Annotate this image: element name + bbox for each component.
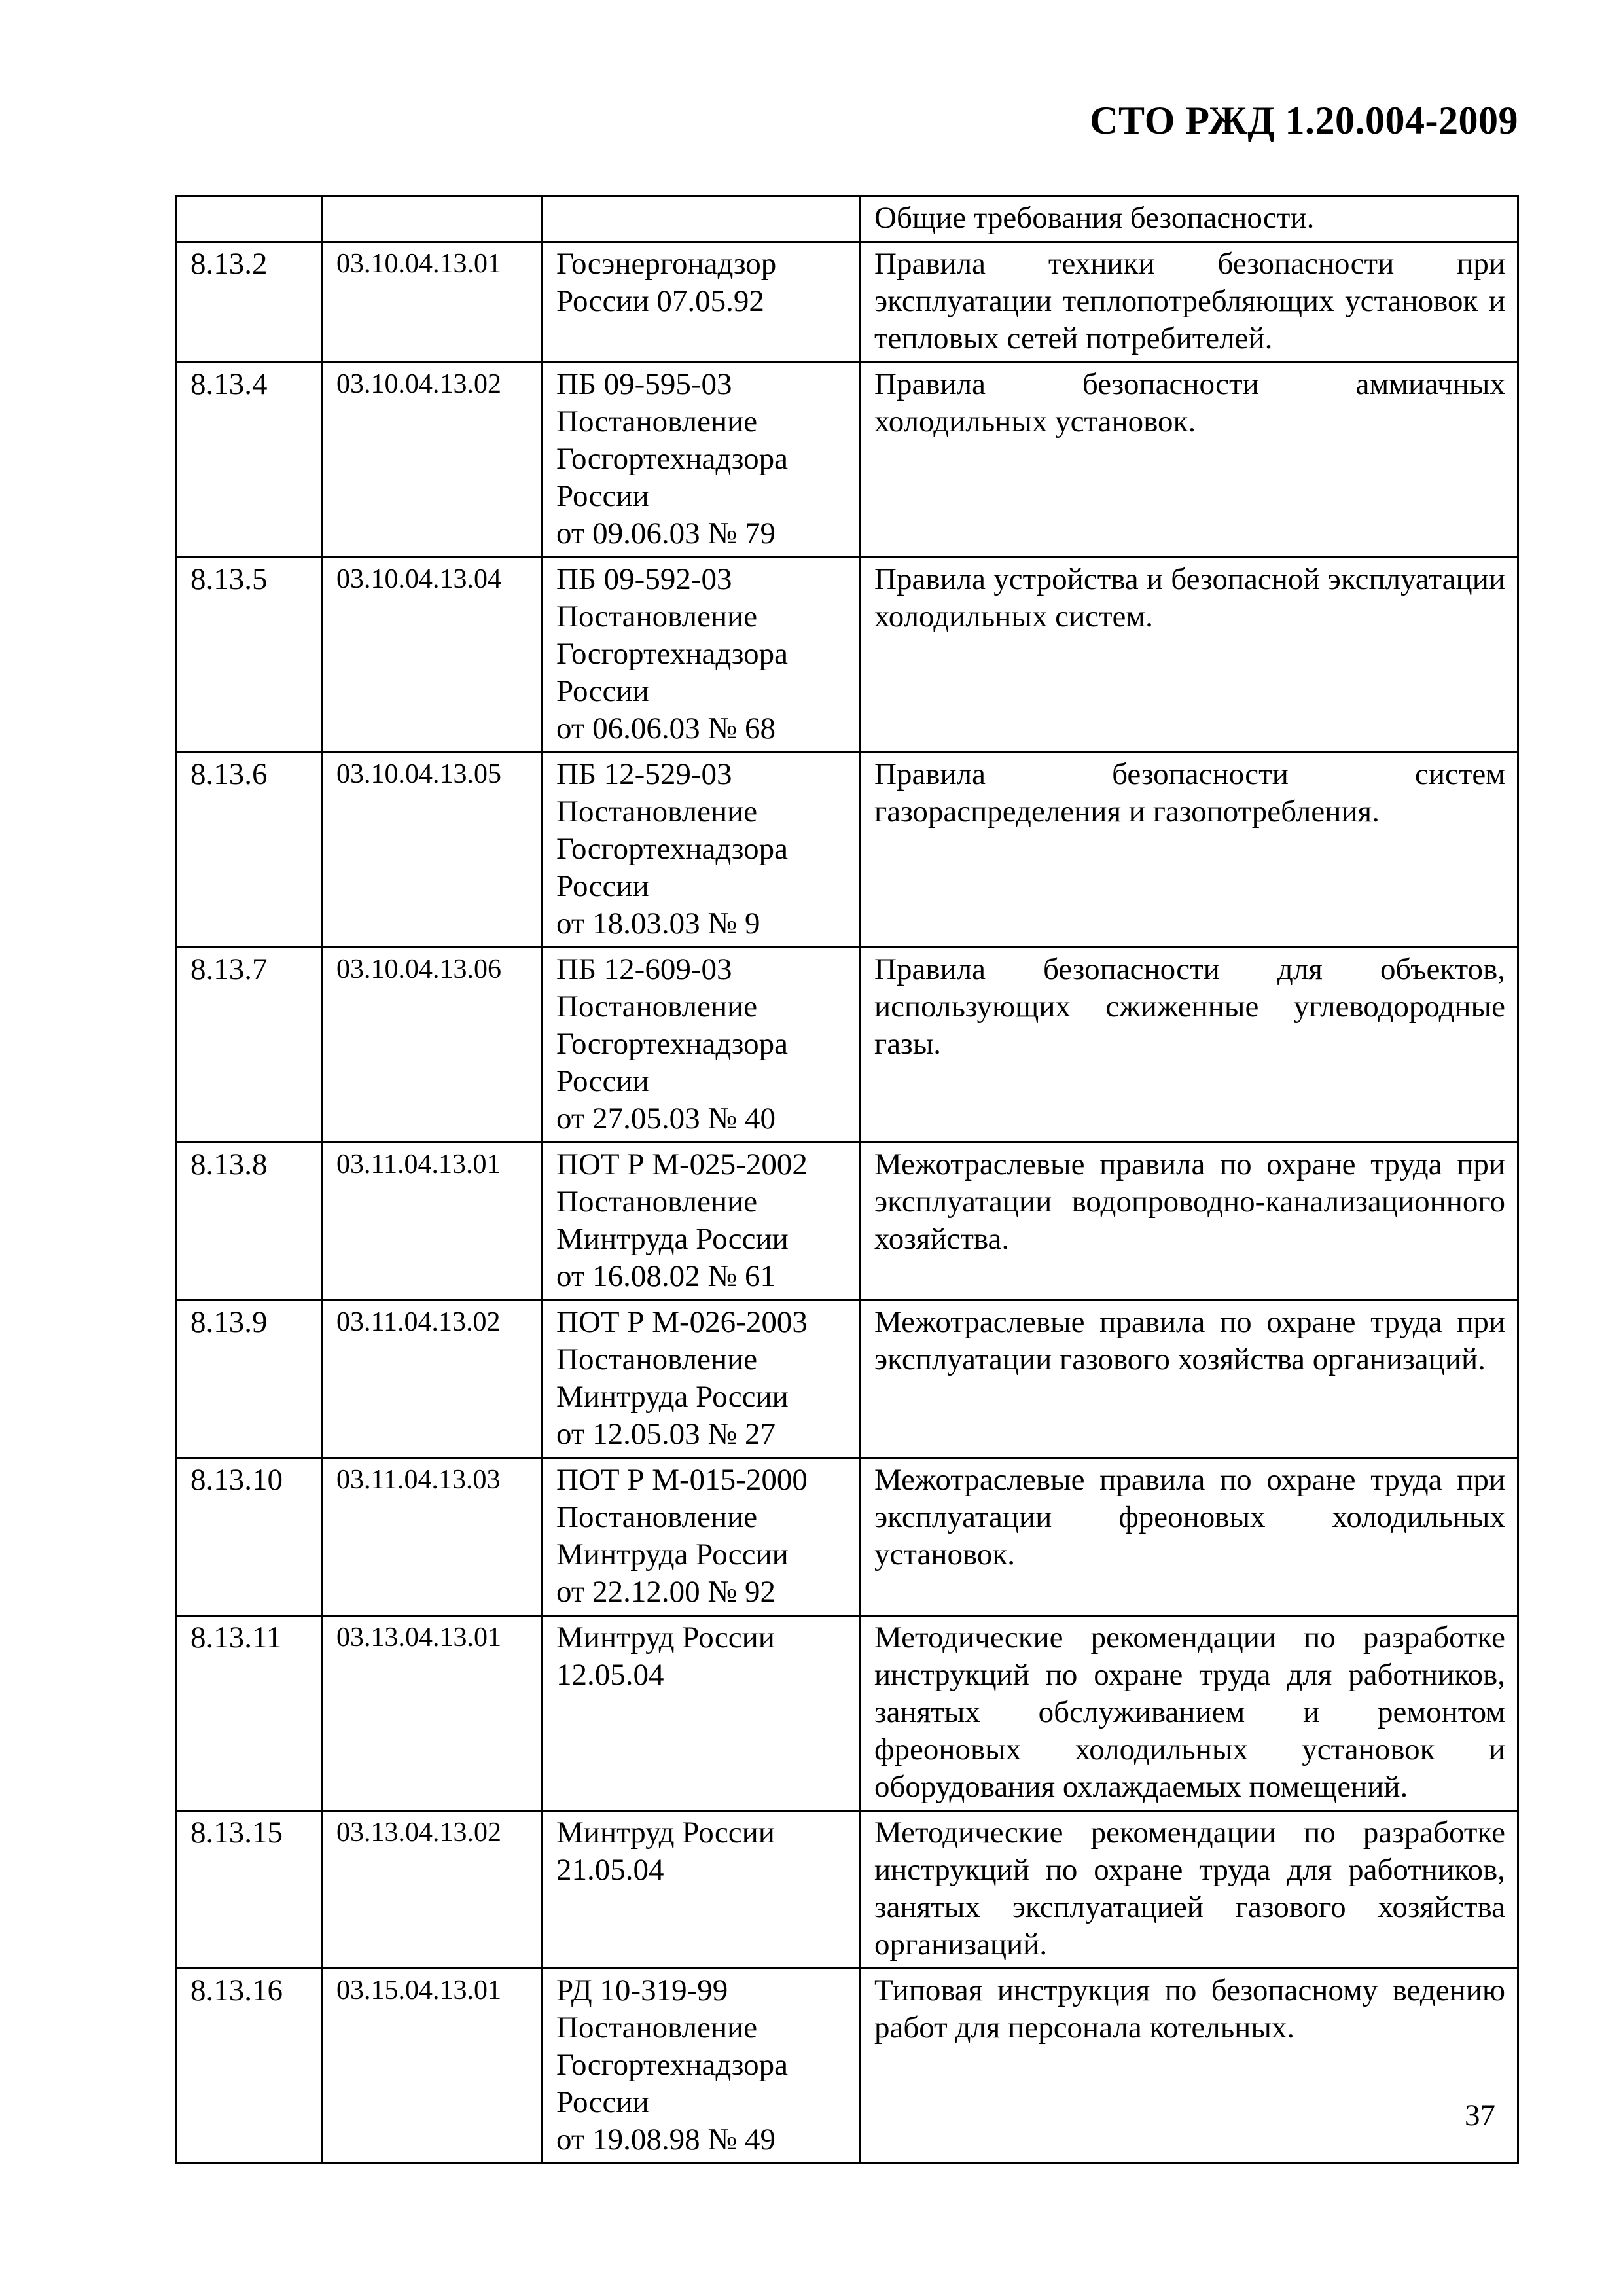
issuing-document-line: Постановление	[556, 2011, 758, 2045]
issuing-document-line: Постановление	[556, 1185, 758, 1219]
issuing-document-cell	[543, 1458, 861, 1616]
document-title-cell: Методические рекомендации по разработке инструкций по охране труда для работников, занятых обслуживанием и ремонтом фреоновых холодильных установок и оборудования охлаждаемых помещений.	[861, 1616, 1518, 1811]
issuing-document-cell	[543, 948, 861, 1143]
issuing-document-line: Госгортехнадзора	[556, 637, 788, 671]
table-row	[177, 1143, 1518, 1300]
issuing-document-line: Минтруда России	[556, 1380, 789, 1414]
issuing-document-line: ПОТ Р М-025-2002	[556, 1147, 808, 1181]
issuing-document-cell	[543, 1811, 861, 1969]
document-title-cell: Правила безопасности систем газораспределения и газопотребления.	[861, 753, 1518, 948]
issuing-document-line: Госэнергонадзор	[556, 247, 777, 281]
issuing-document-line: ПБ 09-595-03	[556, 367, 732, 401]
document-title-cell: Правила безопасности для объектов, использующих сжиженные углеводородные газы.	[861, 948, 1518, 1143]
table-row	[177, 1458, 1518, 1616]
table-row	[177, 1616, 1518, 1811]
table-row	[177, 948, 1518, 1143]
issuing-document-line: Постановление	[556, 990, 758, 1024]
document-title-cell: Межотраслевые правила по охране труда при эксплуатации фреоновых холодильных установок.	[861, 1458, 1518, 1616]
document-code-cell: 03.11.04.13.03	[323, 1458, 543, 1616]
issuing-document-line: России	[556, 2085, 649, 2119]
issuing-document-line: от 22.12.00 № 92	[556, 1575, 776, 1609]
issuing-document-cell	[543, 1616, 861, 1811]
document-code-cell: 03.10.04.13.06	[323, 948, 543, 1143]
issuing-document-cell	[543, 753, 861, 948]
row-number-cell: 8.13.16	[177, 1969, 323, 2164]
document-code-cell: 03.11.04.13.01	[323, 1143, 543, 1300]
issuing-document-line: Минтруд России	[556, 1621, 775, 1655]
issuing-document-line: Минтруд России	[556, 1816, 775, 1850]
table-row	[177, 1969, 1518, 2164]
row-number-cell: 8.13.15	[177, 1811, 323, 1969]
issuing-document-line: РД 10-319-99	[556, 1973, 728, 2007]
issuing-document-line: ПБ 12-529-03	[556, 757, 732, 791]
document-code-cell: 03.10.04.13.05	[323, 753, 543, 948]
issuing-document-line: Постановление	[556, 600, 758, 634]
table-row	[177, 753, 1518, 948]
document-code-cell: 03.13.04.13.02	[323, 1811, 543, 1969]
document-code-cell: 03.10.04.13.02	[323, 363, 543, 558]
row-number-cell: 8.13.5	[177, 558, 323, 753]
issuing-document-line: от 18.03.03 № 9	[556, 906, 760, 941]
issuing-document-line: ПБ 12-609-03	[556, 952, 732, 986]
document-code-cell: 03.11.04.13.02	[323, 1300, 543, 1458]
issuing-document-line: России	[556, 674, 649, 708]
issuing-document-line: России	[556, 1064, 649, 1098]
issuing-document-line: Постановление	[556, 1342, 758, 1376]
document-title-cell: Типовая инструкция по безопасному ведению работ для персонала котельных.	[861, 1969, 1518, 2164]
row-number-cell: 8.13.8	[177, 1143, 323, 1300]
document-code-cell: 03.15.04.13.01	[323, 1969, 543, 2164]
row-number-cell: 8.13.6	[177, 753, 323, 948]
issuing-document-line: Госгортехнадзора	[556, 832, 788, 866]
row-number-cell: 8.13.11	[177, 1616, 323, 1811]
document-title-cell: Межотраслевые правила по охране труда при эксплуатации водопроводно-канализационного хозяйства.	[861, 1143, 1518, 1300]
document-title-cell: Методические рекомендации по разработке инструкций по охране труда для работников, занятых эксплуатацией газового хозяйства организаций.	[861, 1811, 1518, 1969]
document-title-cell: Правила устройства и безопасной эксплуатации холодильных систем.	[861, 558, 1518, 753]
issuing-document-cell	[543, 1300, 861, 1458]
document-code-cell	[323, 196, 543, 242]
row-number-cell	[177, 196, 323, 242]
issuing-document-line: 12.05.04	[556, 1658, 664, 1692]
row-number-cell: 8.13.9	[177, 1300, 323, 1458]
issuing-document-line: ПОТ Р М-015-2000	[556, 1463, 808, 1497]
document-code-cell: 03.13.04.13.01	[323, 1616, 543, 1811]
issuing-document-cell	[543, 558, 861, 753]
page-number: 37	[1465, 2098, 1495, 2132]
issuing-document-line: от 19.08.98 № 49	[556, 2123, 776, 2157]
row-number-cell: 8.13.4	[177, 363, 323, 558]
issuing-document-line: Минтруда России	[556, 1222, 789, 1256]
row-number-cell: 8.13.7	[177, 948, 323, 1143]
issuing-document-line: от 06.06.03 № 68	[556, 711, 776, 745]
documents-table-body	[177, 196, 1518, 2164]
issuing-document-line: 21.05.04	[556, 1853, 664, 1887]
documents-table	[175, 195, 1519, 2164]
row-number-cell: 8.13.10	[177, 1458, 323, 1616]
issuing-document-cell	[543, 363, 861, 558]
issuing-document-cell	[543, 1969, 861, 2164]
table-row	[177, 1811, 1518, 1969]
table-row	[177, 558, 1518, 753]
issuing-document-line: России	[556, 479, 649, 513]
issuing-document-cell	[543, 1143, 861, 1300]
table-row	[177, 196, 1518, 242]
issuing-document-cell	[543, 196, 861, 242]
issuing-document-line: от 12.05.03 № 27	[556, 1417, 776, 1451]
issuing-document-line: от 09.06.03 № 79	[556, 516, 776, 550]
document-title-cell: Правила техники безопасности при эксплуатации теплопотребляющих установок и тепловых сетей потребителей.	[861, 242, 1518, 363]
table-row	[177, 1300, 1518, 1458]
issuing-document-line: Госгортехнадзора	[556, 2048, 788, 2082]
document-code-cell: 03.10.04.13.01	[323, 242, 543, 363]
document-title-cell: Общие требования безопасности.	[861, 196, 1518, 242]
document-title-cell: Правила безопасности аммиачных холодильных установок.	[861, 363, 1518, 558]
issuing-document-line: России	[556, 869, 649, 903]
issuing-document-line: России 07.05.92	[556, 284, 764, 318]
issuing-document-line: ПБ 09-592-03	[556, 562, 732, 596]
document-code-cell: 03.10.04.13.04	[323, 558, 543, 753]
table-row	[177, 363, 1518, 558]
issuing-document-cell	[543, 242, 861, 363]
issuing-document-line: ПОТ Р М-026-2003	[556, 1305, 808, 1339]
issuing-document-line: Постановление	[556, 1500, 758, 1534]
issuing-document-line: Госгортехнадзора	[556, 1027, 788, 1061]
issuing-document-line: от 27.05.03 № 40	[556, 1102, 776, 1136]
issuing-document-line: от 16.08.02 № 61	[556, 1259, 776, 1293]
row-number-cell: 8.13.2	[177, 242, 323, 363]
issuing-document-line: Постановление	[556, 795, 758, 829]
document-code-header: СТО РЖД 1.20.004-2009	[1090, 99, 1518, 142]
table-row	[177, 242, 1518, 363]
issuing-document-line: Госгортехнадзора	[556, 442, 788, 476]
issuing-document-line: Минтруда России	[556, 1537, 789, 1571]
document-title-cell: Межотраслевые правила по охране труда при эксплуатации газового хозяйства организаций.	[861, 1300, 1518, 1458]
issuing-document-line: Постановление	[556, 404, 758, 439]
